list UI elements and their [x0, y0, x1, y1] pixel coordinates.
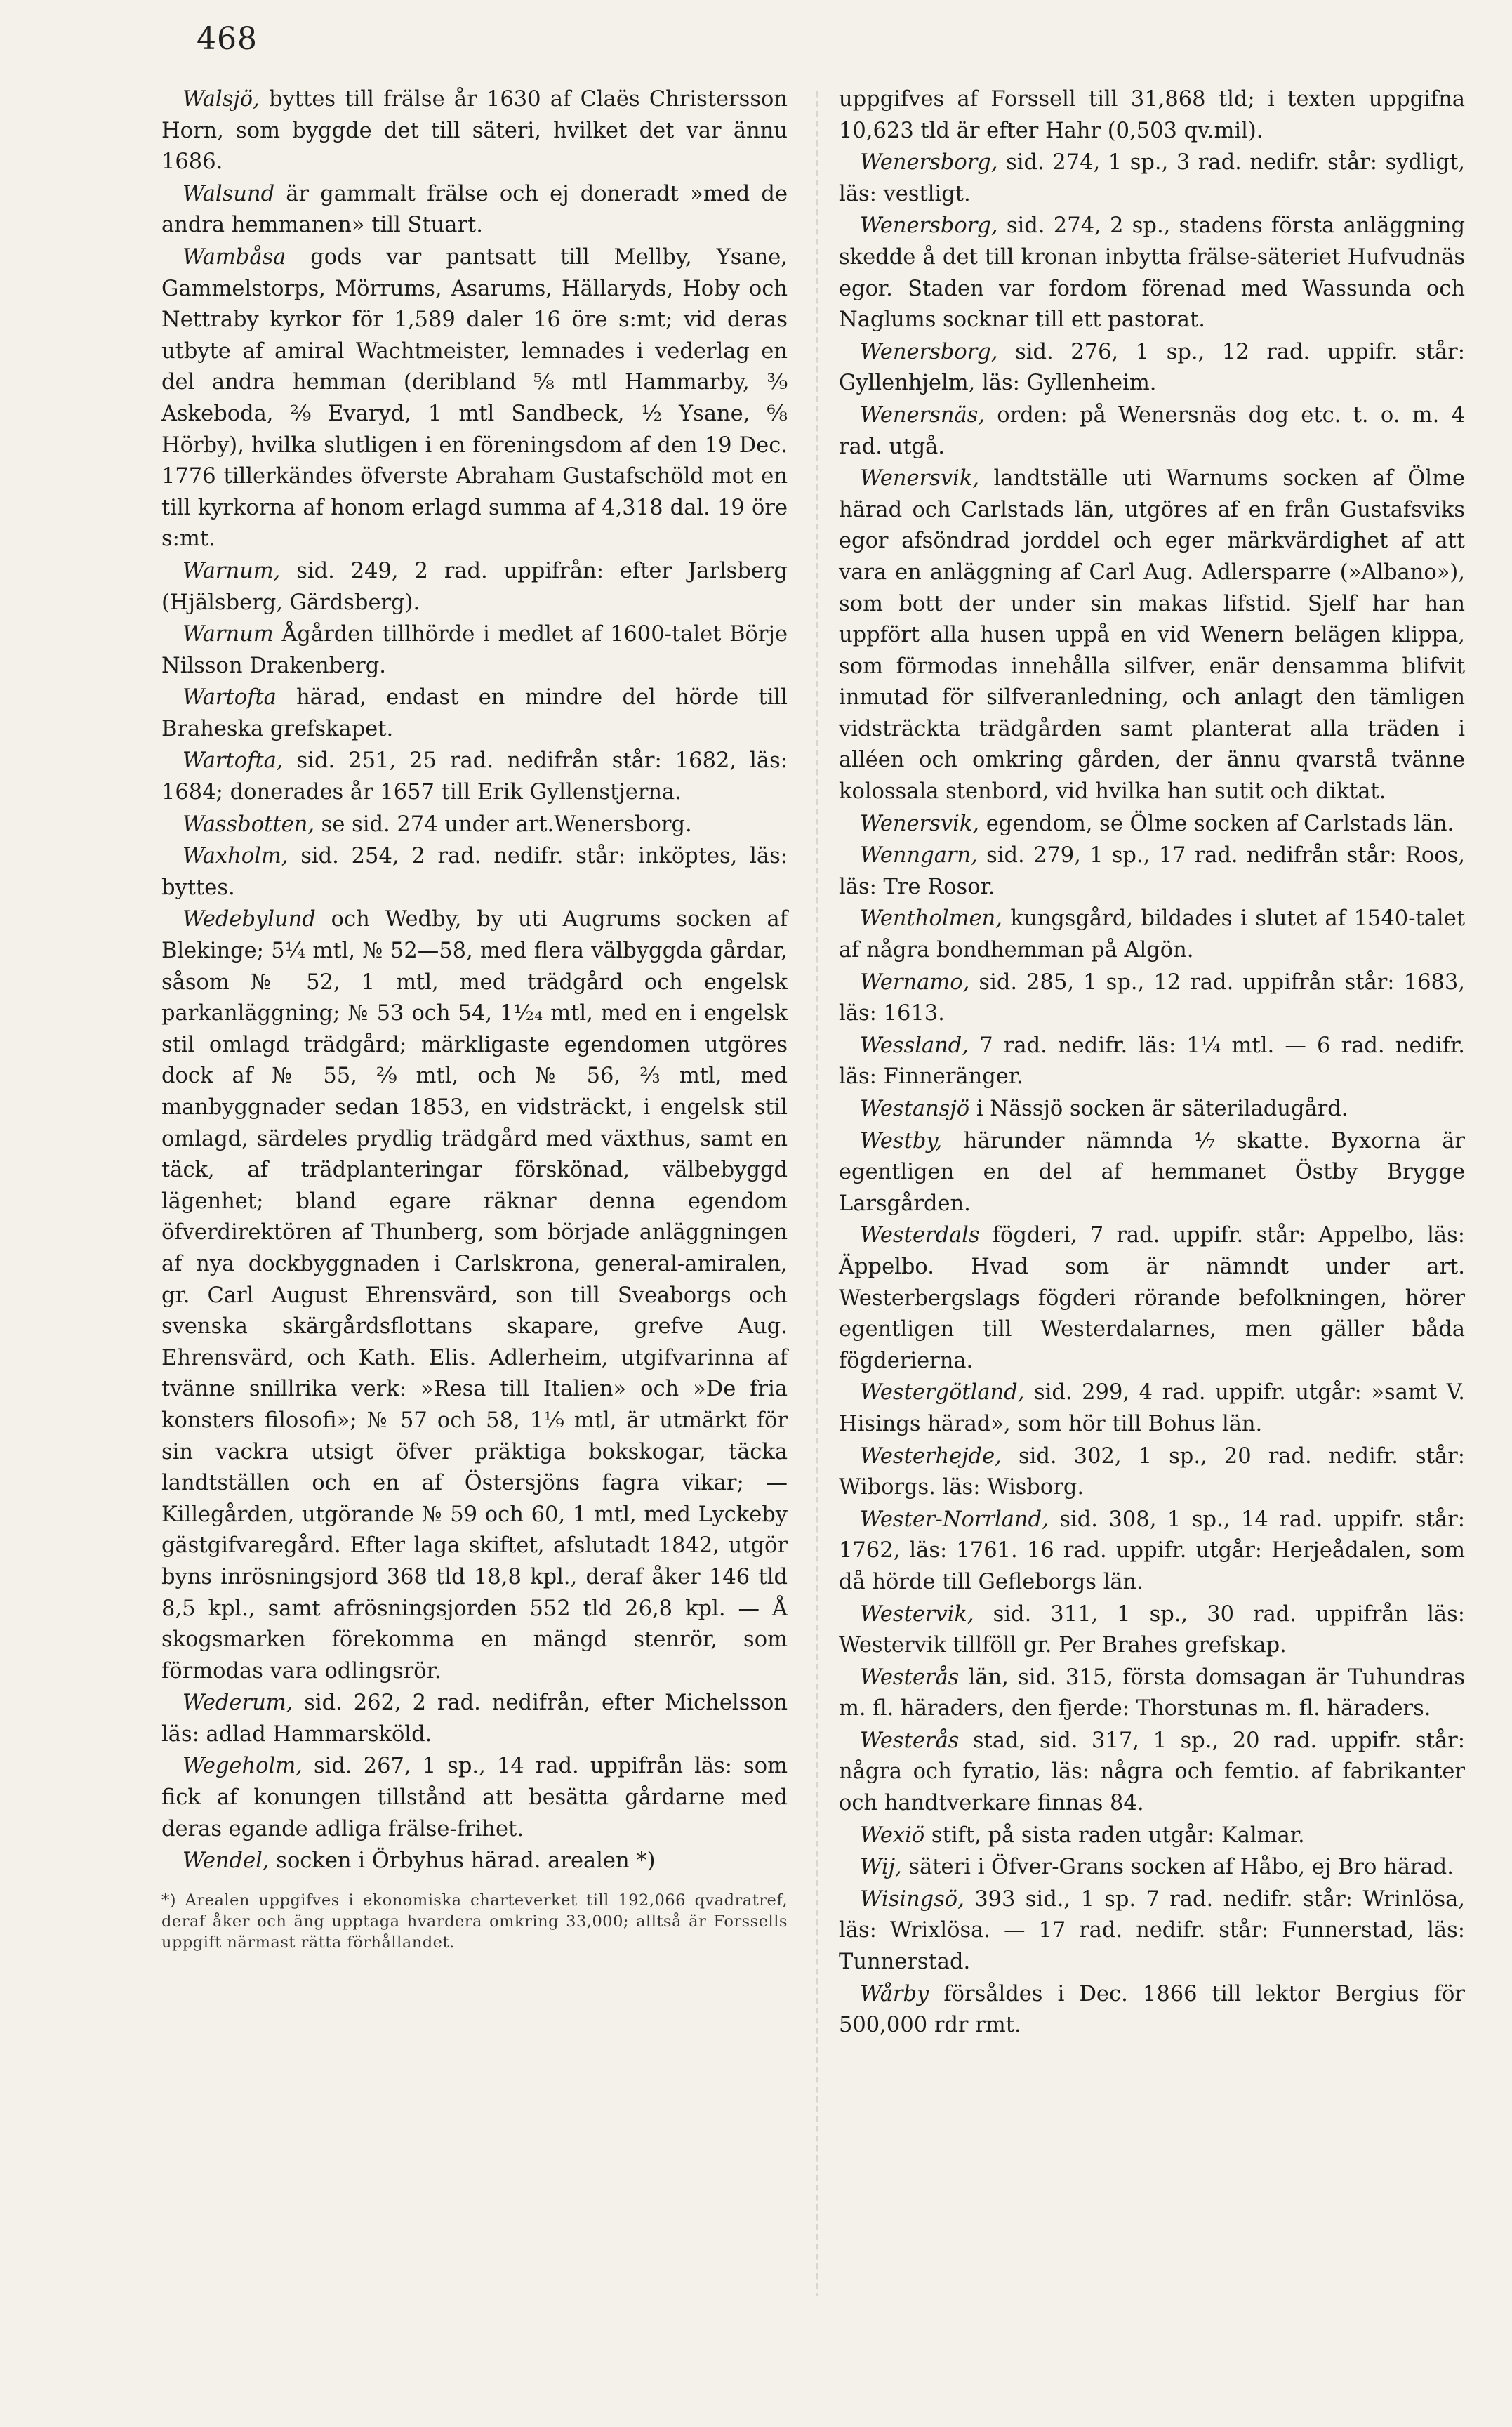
entry-headword: Westerås — [860, 1665, 960, 1690]
entry — [161, 1846, 788, 1877]
entry-headword: Walsund — [183, 181, 275, 206]
entry — [161, 682, 788, 745]
entry-headword: Wedebylund — [183, 907, 316, 932]
entry-headword: Wessland, — [860, 1033, 969, 1058]
entry — [161, 841, 788, 904]
entry-headword: Warnum — [183, 622, 274, 647]
entry-headword: Wisingsö, — [860, 1886, 964, 1912]
entry — [839, 400, 1465, 463]
entry — [161, 904, 788, 1687]
entry-headword: Wester-Norrland, — [860, 1507, 1049, 1532]
entry — [839, 1726, 1465, 1820]
entry-text: är gammalt frälse och ej doneradt »med de andra hemmanen» till Stuart. — [161, 181, 788, 238]
entry — [839, 463, 1465, 808]
entry-headword: Westervik, — [860, 1601, 974, 1627]
column-divider — [816, 91, 818, 2296]
entry — [839, 1220, 1465, 1377]
entry-headword: Wentholmen, — [860, 906, 1002, 932]
entry — [161, 556, 788, 619]
entry — [161, 746, 788, 808]
right-column — [839, 84, 1465, 2042]
entry — [839, 967, 1465, 1030]
entry — [161, 179, 788, 242]
entry-text: Ågården tillhörde i medlet af 1600-talet Börje Nilsson Drakenberg. — [161, 622, 788, 678]
entry-headword: Wernamo, — [860, 970, 970, 995]
entry — [161, 1688, 788, 1750]
entry-text: sid. 299, 4 rad. uppifr. utgår: »samt V. Hisings härad», som hör till Bohus län. — [839, 1380, 1465, 1436]
entry-text: egendom, se Ölme socken af Carlstads län. — [979, 811, 1454, 836]
entry-text: sid. 251, 25 rad. nedifrån står: 1682, läs: 1684; donerades år 1657 till Erik Gyllenstjerna. — [161, 748, 788, 805]
entry — [839, 1979, 1465, 2042]
entry — [839, 337, 1465, 399]
entry-text: se sid. 274 under art.Wenersborg. — [314, 812, 692, 837]
entry-headword: Wegeholm, — [183, 1754, 303, 1779]
entry-text: sid. 274, 1 sp., 3 rad. nedifr. står: sydligt, läs: vestligt. — [839, 150, 1465, 206]
entry-text: landtställe uti Warnums socken af Ölme härad och Carlstads län, utgöres af en från Gustafsviks egor afsöndrad jorddel och eger märkvärdighet af att vara en anläggning af Carl Aug. Adlersparre (»Albano»), som bott der under sin makas lifstid. Sjelf har han uppfört alla husen uppå en vid Wenern belägen klippa, som förmodas innehålla silfver, enär densamma blifvit inmutad för silfveranledning, och anlagt den tämligen vidsträckta trädgården samt planterat alla träden i alléen och omkring gården, der ännu qvarstå tvänne kolossala stenbord, vid hvilka han sutit och diktat. — [839, 466, 1465, 805]
entry-headword: Wartofta — [183, 685, 277, 710]
entry — [839, 1852, 1465, 1884]
entry-text: härad, endast en mindre del hörde till Braheska grefskapet. — [161, 685, 788, 741]
entry — [161, 84, 788, 178]
entry-text: stift, på sista raden utgår: Kalmar. — [924, 1823, 1305, 1848]
entry — [839, 1031, 1465, 1093]
entry-headword: Wederum, — [183, 1691, 293, 1716]
page-number: 468 — [197, 21, 258, 57]
entry-headword: Wartofta, — [183, 748, 284, 774]
entry-text: sid. 311, 1 sp., 30 rad. uppifrån läs: Westervik tillföll gr. Per Brahes grefskap. — [839, 1601, 1465, 1658]
entry — [161, 242, 788, 555]
entry-headword: Westansjö — [860, 1097, 970, 1121]
entry-text: sid. 267, 1 sp., 14 rad. uppifrån läs: som fick af konungen tillstånd att besätta gårdarne med deras egande adliga frälse-frihet. — [161, 1754, 788, 1841]
entry — [839, 1505, 1465, 1599]
entry-headword: Wassbotten, — [183, 812, 314, 837]
entry-text: gods var pantsatt till Mellby, Ysane, Gammelstorps, Mörrums, Asarums, Hällaryds, Hoby och Nettraby kyrkor för 1,589 daler 16 öre s:mt; vid deras utbyte af amiral Wachtmeister, lemnades i vederlag en del andra hemman (deribland ⁵⁄₈ mtl Hammarby, ³⁄₉ Askeboda, ²⁄₉ Evaryd, 1 mtl Sandbeck, ¹⁄₂ Ysane, ⁶⁄₈ Hörby), hvilka slutligen i en föreningsdom af den 19 Dec. 1776 tillerkändes öfverste Abraham Gustafschöld mot en till kyrkorna af honom erlagd summa af 4,318 dal. 19 öre s:mt. — [161, 244, 788, 552]
entry — [839, 1599, 1465, 1662]
entry — [839, 1884, 1465, 1978]
entry-text: byttes till frälse år 1630 af Claës Christersson Horn, som byggde det till säteri, hvilket det var ännu 1686. — [161, 87, 788, 175]
entry-headword: Westerdals — [860, 1223, 980, 1248]
entry — [839, 1094, 1465, 1125]
entry-headword: Wenngarn, — [860, 843, 978, 868]
entry-text: 7 rad. nedifr. läs: 1¹⁄₄ mtl. — 6 rad. nedifr. läs: Finneränger. — [839, 1033, 1465, 1090]
entry — [161, 1751, 788, 1845]
entry-headword: Wexiö — [860, 1823, 925, 1848]
entry-text: 393 sid., 1 sp. 7 rad. nedifr. står: Wrinlösa, läs: Wrixlösa. — 17 rad. nedifr. står: Funnerstad, läs: Tunnerstad. — [839, 1886, 1465, 1975]
entry-text: försåldes i Dec. 1866 till lektor Bergius för 500,000 rdr rmt. — [839, 1981, 1465, 2038]
entry — [839, 1126, 1465, 1220]
entry-headword: Wenersnäs, — [860, 402, 986, 428]
entry-headword: Wenersborg, — [860, 213, 998, 239]
entry-headword: Westby, — [860, 1128, 943, 1153]
entry — [161, 809, 788, 841]
entry-text: orden: på Wenersnäs dog etc. t. o. m. 4 rad. utgå. — [839, 402, 1465, 459]
entry-text: säteri i Öfver-Grans socken af Håbo, ej Bro härad. — [901, 1855, 1454, 1880]
entry — [839, 904, 1465, 966]
entry — [839, 1441, 1465, 1504]
entry-text: sid. 276, 1 sp., 12 rad. uppifr. står: Gyllenhjelm, läs: Gyllenheim. — [839, 339, 1465, 396]
footnote: *) Arealen uppgifves i ekonomiska charteverket till 192,066 qvadratref, deraf åker och äng upptaga hvardera omkring 33,000; alltså är Forssells uppgift närmast rätta förhållandet. — [161, 1891, 788, 1952]
entry — [839, 1820, 1465, 1852]
entry-text: sid. 279, 1 sp., 17 rad. nedifrån står: Roos, läs: Tre Rosor. — [839, 843, 1465, 899]
entry — [839, 1662, 1465, 1725]
entry-text: och Wedby, by uti Augrums socken af Blekinge; 5¹⁄₄ mtl, № 52—58, med flera välbyggda gårdar, såsom № 52, 1 mtl, med trädgård och engelsk parkanläggning; № 53 och 54, 1¹⁄₂₄ mtl, med en i engelsk stil omlagd trädgård; märkligaste egendomen utgöres dock af № 55, ²⁄₉ mtl, och № 56, ²⁄₃ mtl, med manbyggnader sedan 1853, en vidsträckt, i engelsk stil omlagd, särdeles prydlig trädgård med växthus, samt en täck, af trädplanteringar förskönad, välbebyggd lägenhet; bland egare räknar denna egendom öfverdirektören af Thunberg, som började anläggningen af nya dockbyggnaden i Carlskrona, general-amiralen, gr. Carl August Ehrensvärd, son till Sveaborgs och svenska skärgårdsflottans skapare, grefve Aug. Ehrensvärd, och Kath. Elis. Adlerheim, utgifvarinna af tvänne snillrika verk: »Resa till Italien» och »De fria konsters filosofi»; № 57 och 58, 1¹⁄₉ mtl, är utmärkt för sin vackra utsigt öfver präktiga bokskogar, täcka landtställen och en af Östersjöns fagra vikar; — Killegården, utgörande № 59 och 60, 1 mtl, med Lyckeby gästgifvaregård. Efter laga skiftet, afslutadt 1842, utgör byns inrösningsjord 368 tld 18,8 kpl., deraf åker 146 tld 8,5 kpl., samt afrösningsjorden 552 tld 26,8 kpl. — Å skogsmarken förekomma en mängd stenrör, som förmodas vara odlingsrör. — [161, 907, 788, 1684]
entry — [839, 147, 1465, 210]
entry-headword: Wambåsa — [183, 244, 286, 270]
entry-headword: Warnum, — [183, 558, 281, 583]
entry-text: sid. 249, 2 rad. uppifrån: efter Jarlsberg (Hjälsberg, Gärdsberg). — [161, 558, 788, 615]
entry — [839, 840, 1465, 903]
entry-headword: Westerås — [860, 1728, 960, 1753]
entry — [839, 1377, 1465, 1440]
entry-headword: Walsjö, — [183, 87, 260, 112]
entry-text: fögderi, 7 rad. uppifr. står: Appelbo, läs: Äppelbo. Hvad som är nämndt under art. Westerbergslags fögderi rörande befolkningen, hörer egentligen till Westerdalarnes, men gäller båda fögderierna. — [839, 1223, 1465, 1373]
entry — [839, 211, 1465, 336]
entry-headword: Wij, — [860, 1855, 902, 1880]
entry-text: sid. 302, 1 sp., 20 rad. nedifr. står: Wiborgs. läs: Wisborg. — [839, 1443, 1465, 1500]
entry — [839, 84, 1465, 147]
entry-headword: Wenersborg, — [860, 339, 998, 364]
entry-headword: Westerhejde, — [860, 1443, 1002, 1469]
entry-text: sid. 274, 2 sp., stadens första anläggning skedde å det till kronan inbytta frälse-säteriet Hufvudnäs egor. Staden var fordom förenad med Wassunda och Naglums socknar till ett pastorat. — [839, 213, 1465, 333]
entry-text: sid. 254, 2 rad. nedifr. står: inköptes, läs: byttes. — [161, 844, 788, 900]
left-column — [161, 84, 788, 1953]
entry-text: i Nässjö socken är säteriladugård. — [969, 1097, 1348, 1121]
entry-text: stad, sid. 317, 1 sp., 20 rad. uppifr. står: några och fyratio, läs: några och femtio. af fabrikanter och handtverkare finnas 84. — [839, 1728, 1465, 1816]
entry-headword: Wenersvik, — [860, 466, 979, 491]
entry-text: sid. 308, 1 sp., 14 rad. uppifr. står: 1762, läs: 1761. 16 rad. uppifr. utgår: Herjeådalen, som då hörde till Gefleborgs län. — [839, 1507, 1465, 1594]
entry-headword: Wenersborg, — [860, 150, 998, 176]
entry-text: sid. 285, 1 sp., 12 rad. uppifrån står: 1683, läs: 1613. — [839, 970, 1465, 1026]
entry-text: sid. 262, 2 rad. nedifrån, efter Michelsson läs: adlad Hammarsköld. — [161, 1691, 788, 1747]
entry-text: län, sid. 315, första domsagan är Tuhundras m. fl. häraders, den fjerde: Thorstunas m. fl. häraders. — [839, 1665, 1465, 1721]
entry — [839, 809, 1465, 840]
entry — [161, 619, 788, 682]
entry-text: härunder nämnda ¹⁄₇ skatte. Byxorna är egentligen en del af hemmanet Östby Brygge Larsgården. — [839, 1128, 1465, 1216]
entry-headword: Wenersvik, — [860, 811, 979, 836]
entry-headword: Wendel, — [183, 1849, 270, 1874]
entry-headword: Wårby — [860, 1981, 929, 2006]
entry-headword: Westergötland, — [860, 1380, 1025, 1406]
entry-headword: Waxholm, — [183, 844, 289, 869]
entry-text: kungsgård, bildades i slutet af 1540-talet af några bondhemman på Algön. — [839, 906, 1465, 963]
entry-text: uppgifves af Forssell till 31,868 tld; i texten uppgifna 10,623 tld är efter Hahr (0,503 qv.mil). — [839, 87, 1465, 143]
entry-text: socken i Örbyhus härad. arealen *) — [269, 1849, 656, 1874]
